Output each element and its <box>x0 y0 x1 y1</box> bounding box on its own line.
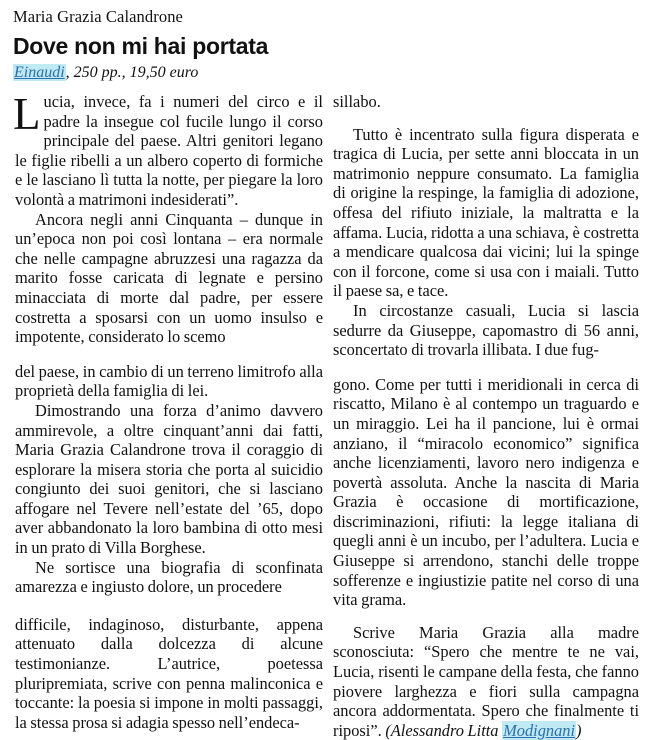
paragraph-2-continued: del paese, in cambio di un terreno limitrofo alla proprietà della famiglia di lei. <box>15 361 323 401</box>
review-column-right <box>333 92 639 740</box>
paragraph-6-continued: gono. Come per tutti i meridionali in cerca di riscatto, Milano è al contempo un traguardo e un miraggio. Lei ha il pancione, lui è ormai anziano, il “miracolo economico” significa anche licenziamenti, lavoro nero indigenza e povertà assoluta. Anche la nascita di Maria Grazia è occasione di mortificazione, discriminazioni, rifiuti: la legge italiana di quegli anni è un incubo, per l’adultera. Lucia e Giuseppe si arrendono, stanchi delle troppe sofferenze e ingiustizie patite nel corso di una vita grama. <box>333 374 639 610</box>
column-gap <box>15 597 323 615</box>
signature-name-link[interactable]: Modignani <box>503 720 576 740</box>
drop-cap: L <box>13 89 41 139</box>
column-gap <box>333 610 639 623</box>
paragraph-4-continued: difficile, indaginoso, disturbante, appena attenuato dalla dolcezza di alcune testimonianze. L’autrice, poetessa pluripremiata, scrive con penna malinconica e toccante: la poesia si impone in molti passaggi, la stessa prosa si adagia spesso nell’endeca- <box>15 614 323 732</box>
signature-prefix: (Alessandro Litta <box>385 720 503 740</box>
review-column-left <box>13 89 323 732</box>
publisher-link[interactable]: Einaudi <box>14 64 65 81</box>
book-details <box>13 64 198 82</box>
paragraph-5: Tutto è incentrato sulla figura disperata e tragica di Lucia, per sette anni bloccata in un matrimonio neppure consumato. La famiglia di origine la respinge, la famiglia di adozione, offesa del rifiuto iniziale, la maltratta e la affama. Lucia, ridotta a una schiava, è costretta a mendicare qualcosa dai vicini; lui la spinge con il forcone, come si usa con i maiali. Tutto il paese sa, e tace. <box>333 124 639 301</box>
paragraph-1-text: ucia, invece, fa i numeri del circo e il padre la insegue col fucile lungo il corso principale del paese. Altri genitori legano le figlie ribelli a un albero coperto di formiche e le lasciano lì tutta la notte, per piegare la loro volontà a matrimoni indesiderati”. <box>15 92 323 209</box>
author-name: Maria Grazia Calandrone <box>13 7 183 26</box>
book-title: Dove non mi hai portata <box>13 33 269 59</box>
column-gap <box>15 347 323 362</box>
column-gap <box>333 360 639 375</box>
paragraph-4-end: sillabo. <box>333 92 381 111</box>
paragraph-3: Dimostrando una forza d’animo davvero ammirevole, a oltre cinquant’anni dai fatti, Maria Grazia Calandrone trova il coraggio di esplorare la misera storia che porta al suicidio congiunto dei suoi genitori, che si lasciano affogare nel Tevere nell’estate del ’65, dopo aver abbandonato la loro bambina di otto mesi in un prato di Villa Borghese. <box>15 400 323 558</box>
paragraph-1 <box>13 89 323 210</box>
paragraph-2: Ancora negli anni Cinquanta – dunque in un’epoca non poi così lontana – era normale che nelle campagne abruzzesi una ragazza da marito fosse caricata di legnate e persino minacciata di morte dal padre, per essere costretta a sposarsi con un uomo insulso e impotente, considerato lo scemo <box>15 209 323 347</box>
paragraph-4: Ne sortisce una biografia di sconfinata amarezza e ingiusto dolore, un procedere <box>15 557 323 597</box>
signature <box>385 721 581 740</box>
column-gap <box>333 112 639 125</box>
paragraph-6: In circostanze casuali, Lucia si lascia sedurre da Giuseppe, capomastro di 56 anni, sconcertato di trovarla illibata. I due fug- <box>333 300 639 360</box>
book-price-pages: , 250 pp., 19,50 euro <box>65 64 199 81</box>
paragraph-7-text: Scrive Maria Grazia alla madre sconosciuta: “Spero che mentre te ne vai, Lucia, risenti le campane della festa, che fanno piovere larghezza e fiori sulla campagna ancora addormentata. Spero che finalmente ti riposi”. <box>333 622 639 740</box>
signature-suffix: ) <box>576 720 582 740</box>
paragraph-7 <box>333 623 639 740</box>
